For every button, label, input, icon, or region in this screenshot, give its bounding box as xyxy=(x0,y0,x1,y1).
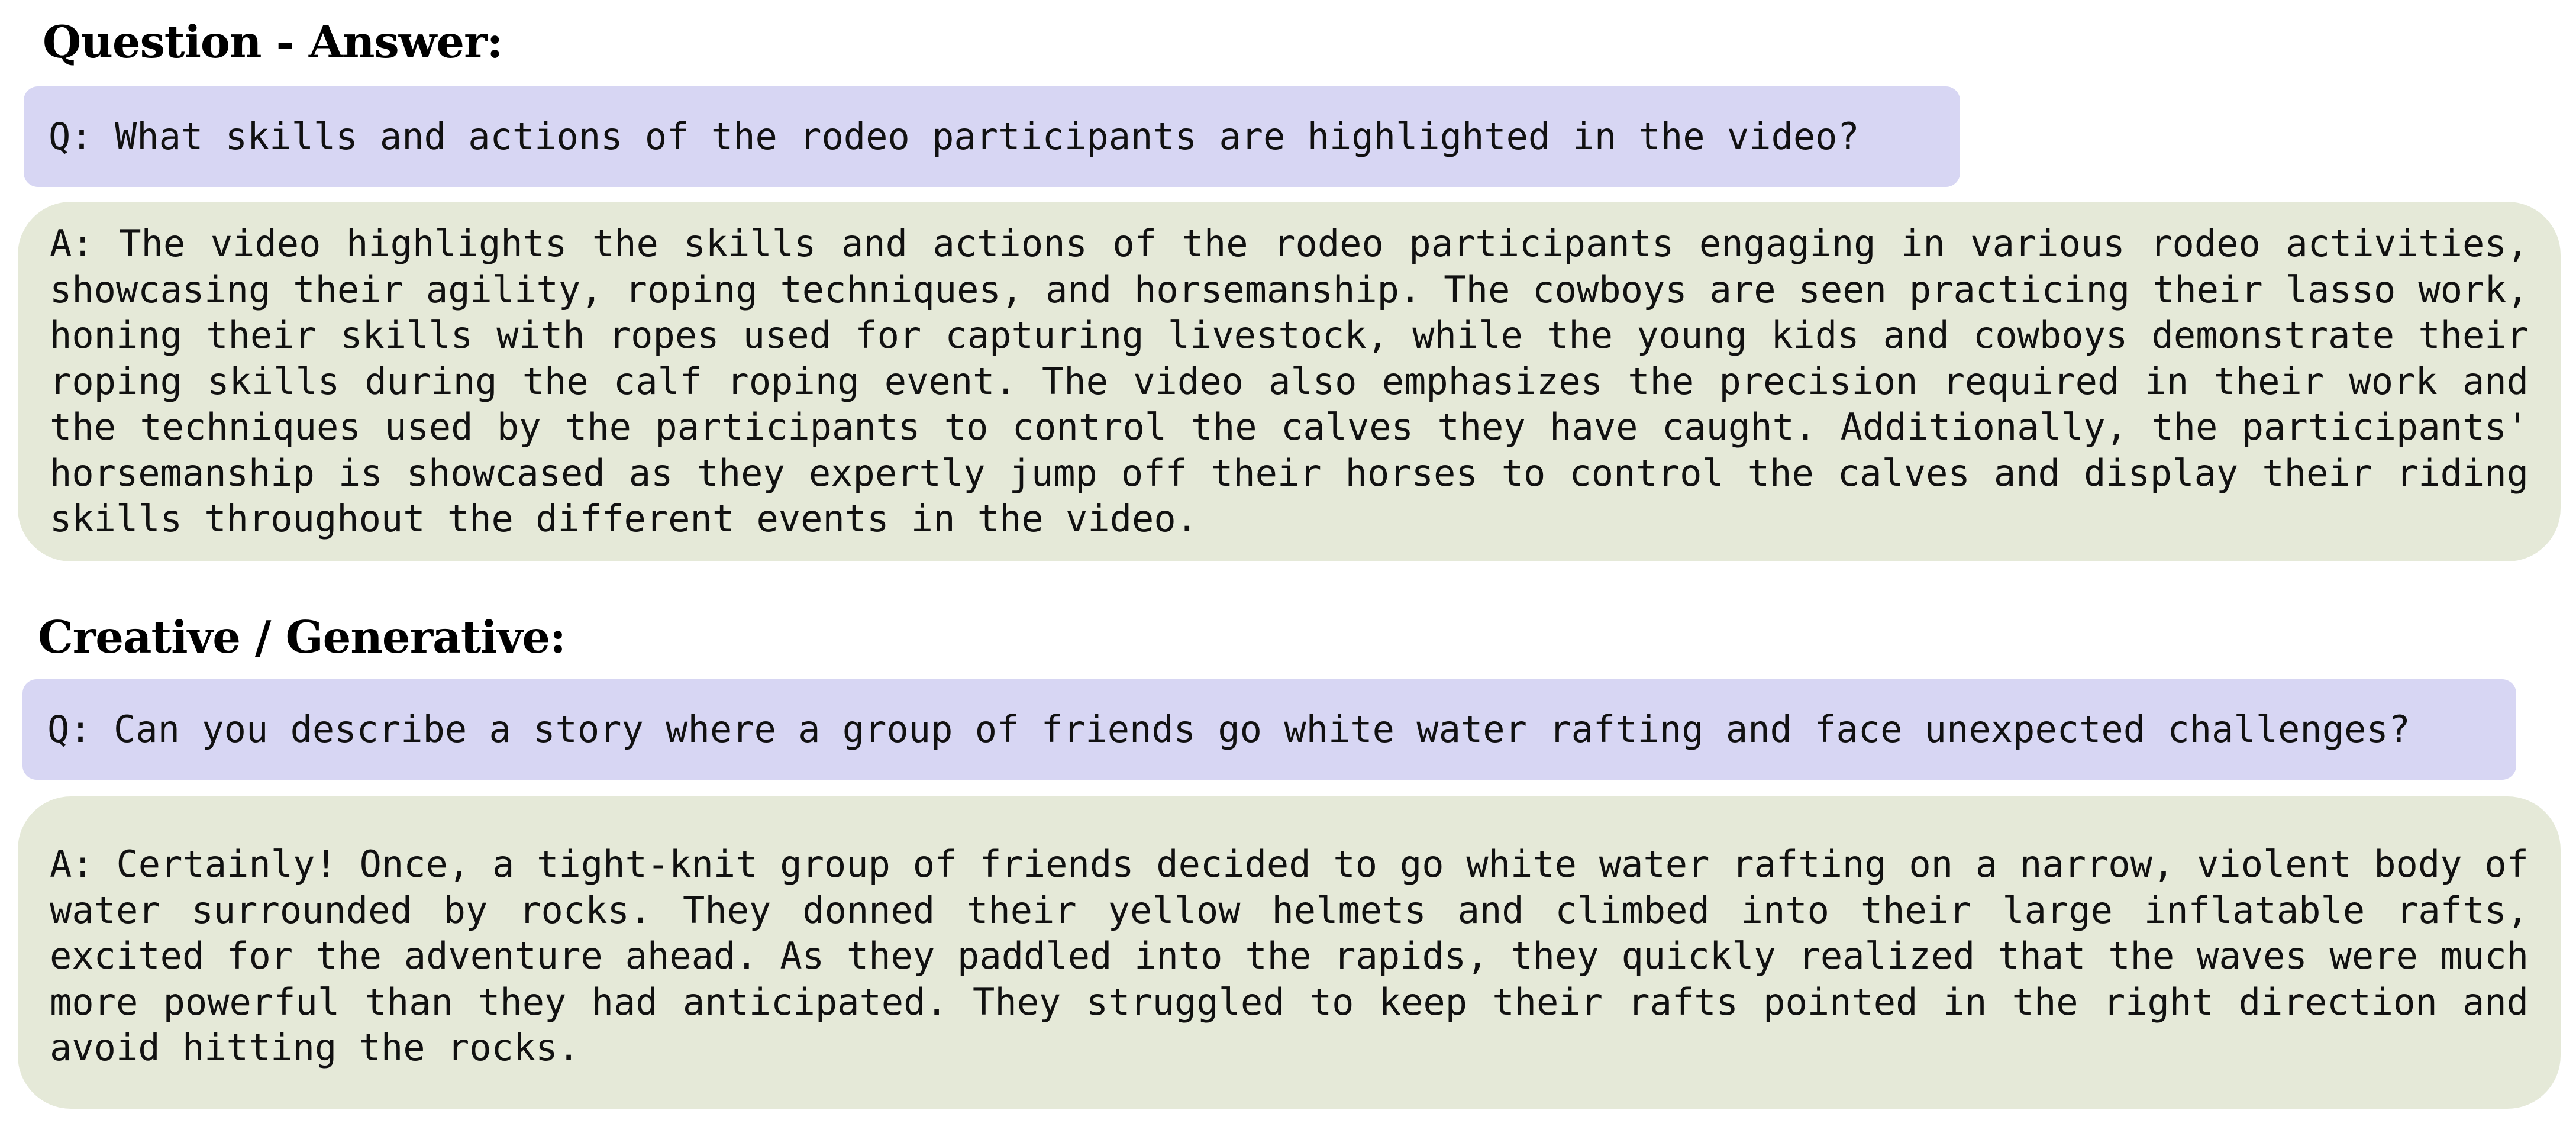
section-heading-creative-generative: Creative / Generative: xyxy=(38,611,566,663)
answer-box xyxy=(18,796,2561,1109)
question-text: Q: What skills and actions of the rodeo participants are highlighted in the video? xyxy=(49,115,1860,158)
answer-text: A: The video highlights the skills and actions of the rodeo participants engaging in various rodeo activities, showcasing their agility, roping techniques, and horsemanship. The cowboys are seen practicing their lasso work, honing their skills with ropes used for capturing livestock, while the young kids and cowboys demonstrate their roping skills during the calf roping event. The video also emphasizes the precision required in their work and the techniques used by the participants to control the calves they have caught. Additionally, the participants' horsemanship is showcased as they expertly jump off their horses to control the calves and display their riding skills throughout the different events in the video. xyxy=(50,222,2529,540)
question-box xyxy=(24,86,1960,187)
question-text: Q: Can you describe a story where a group of friends go white water rafting and face unexpected challenges? xyxy=(47,708,2411,751)
answer-text: A: Certainly! Once, a tight-knit group of friends decided to go white water rafting on a narrow, violent body of water surrounded by rocks. They donned their yellow helmets and climbed into their large inflatable rafts, excited for the adventure ahead. As they paddled into the rapids, they quickly realized that the waves were much more powerful than they had anticipated. They struggled to keep their rafts pointed in the right direction and avoid hitting the rocks. xyxy=(50,843,2529,1069)
answer-box xyxy=(18,202,2561,561)
section-heading-question-answer: Question - Answer: xyxy=(43,16,503,68)
question-box xyxy=(22,679,2516,780)
